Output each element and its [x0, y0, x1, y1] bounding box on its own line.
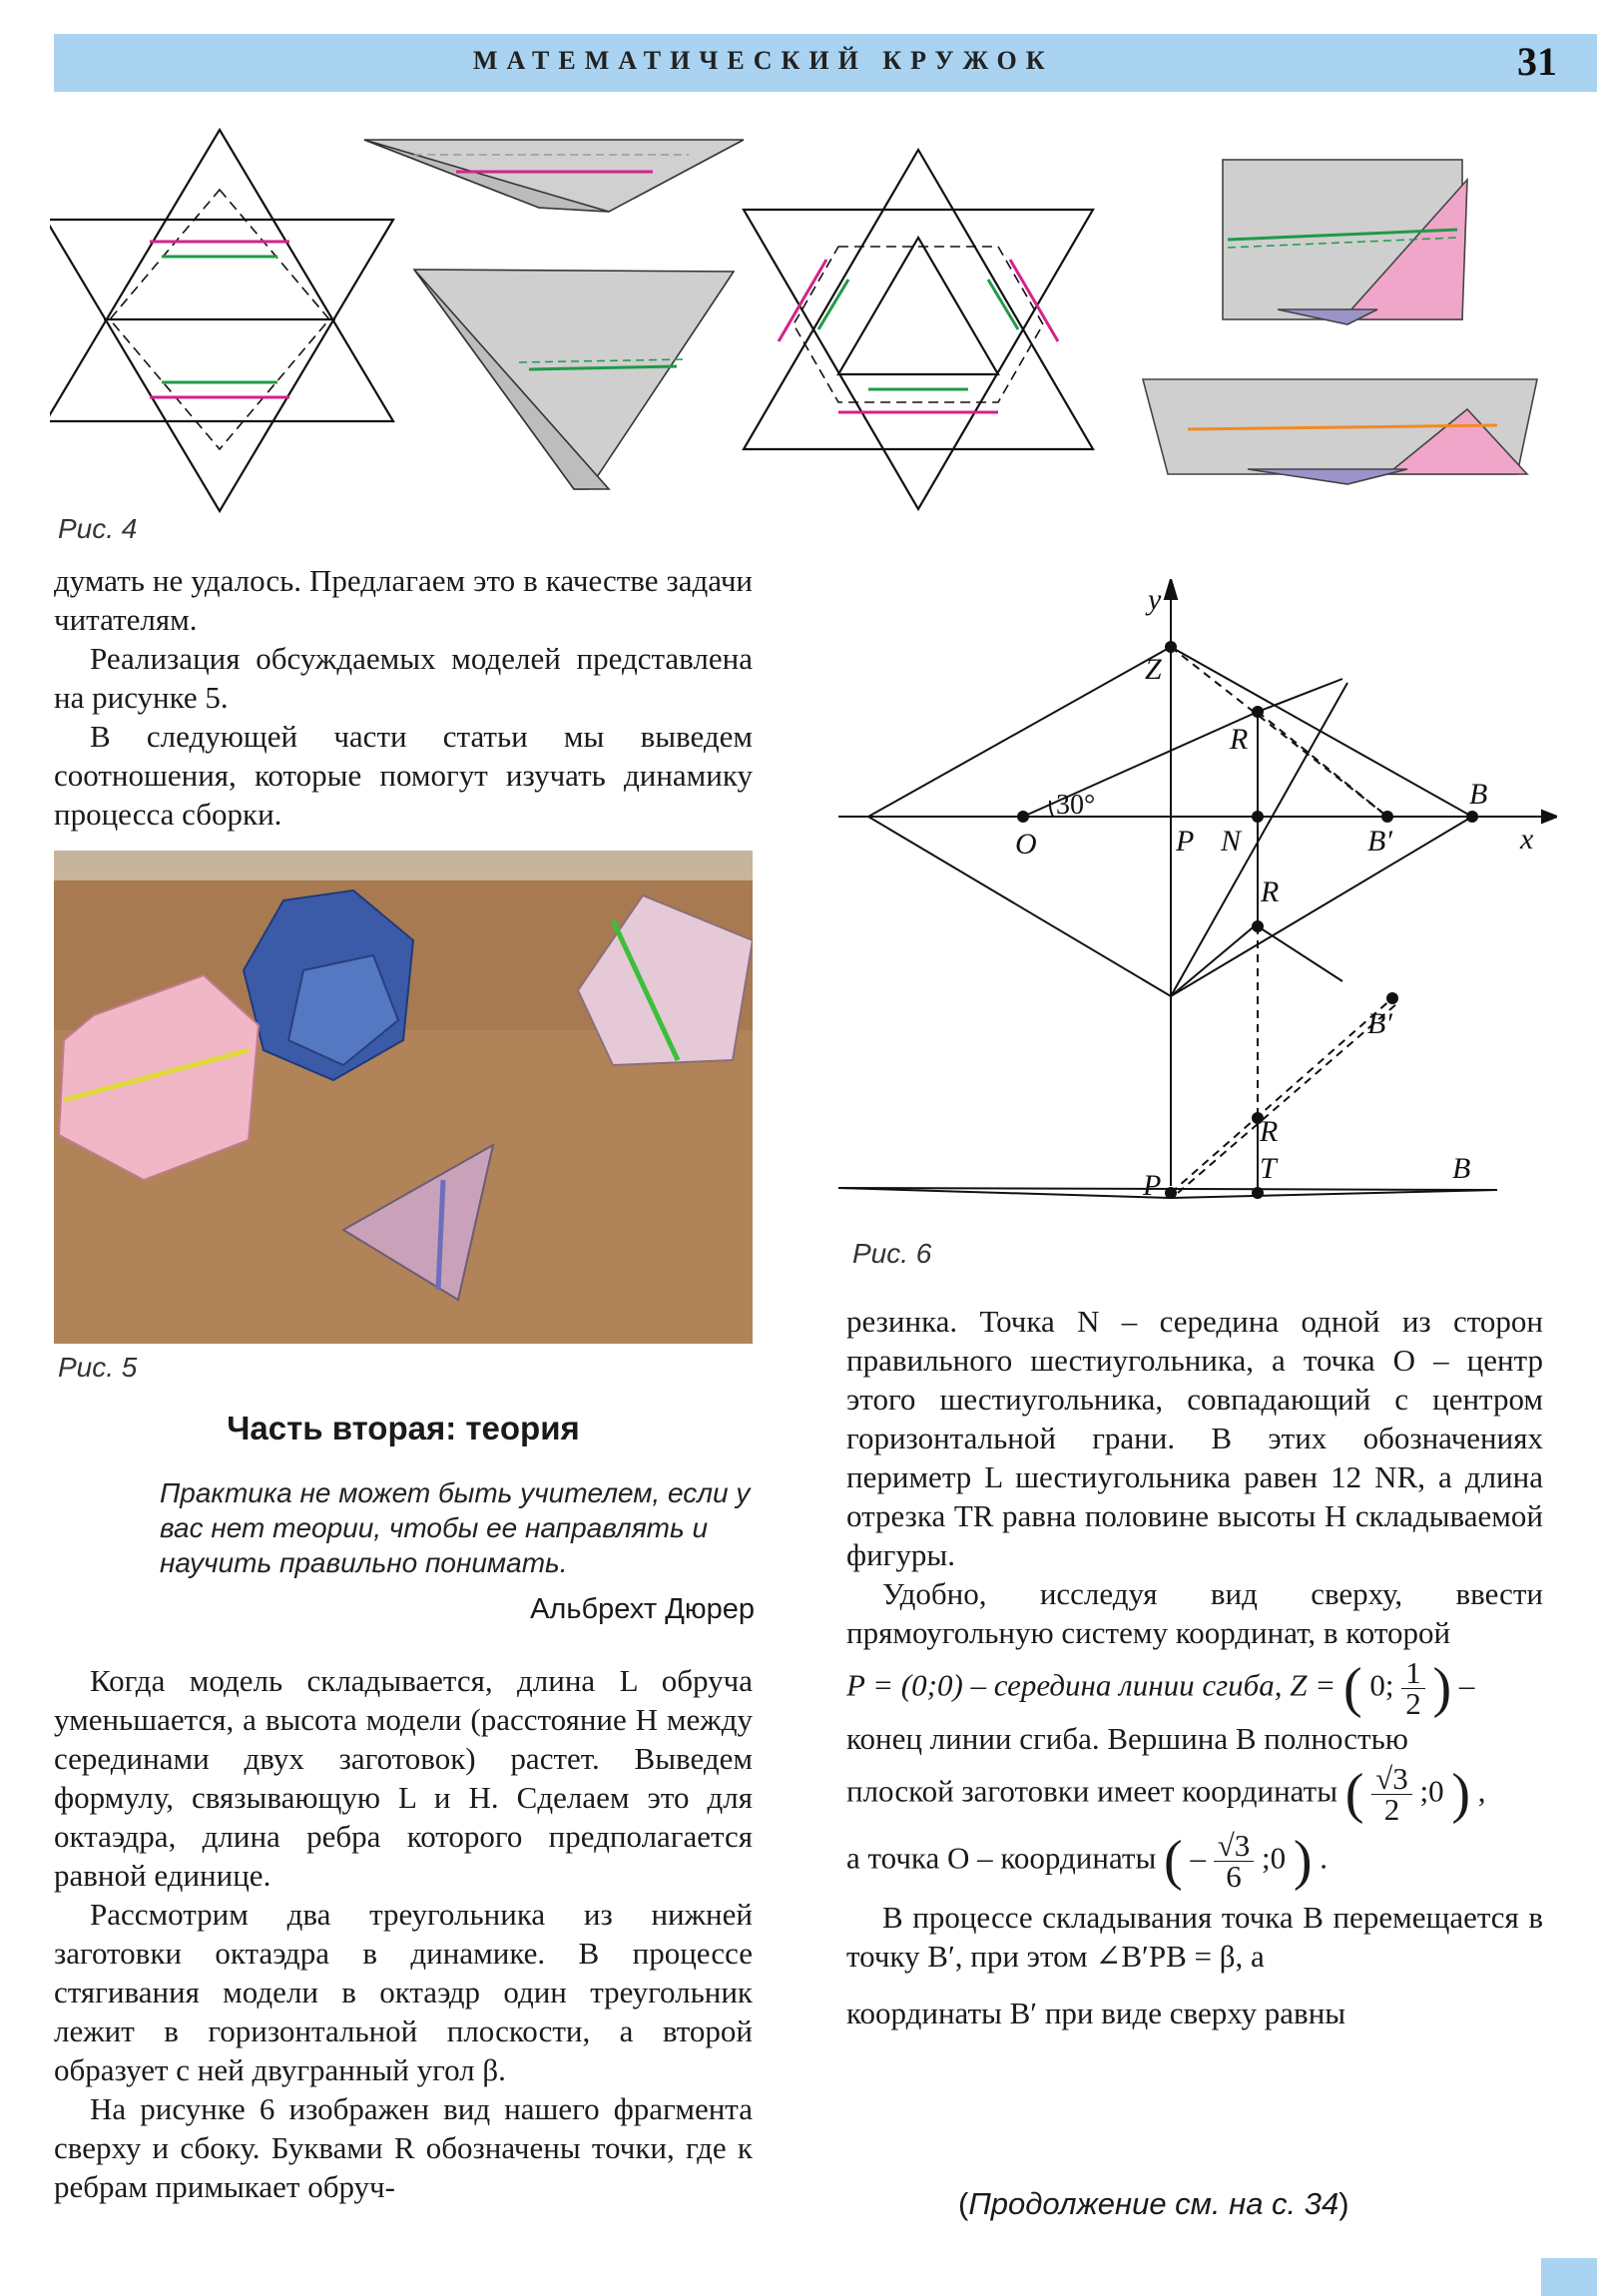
figure-6-caption: Рис. 6: [852, 1238, 932, 1269]
numerator: 1: [1401, 1658, 1425, 1689]
left-column-theory: [54, 1661, 753, 2206]
angle-label: 30°: [1056, 790, 1096, 821]
figure-4-caption: Рис. 4: [58, 513, 138, 544]
right-column: [846, 1302, 1543, 2032]
fraction: [1214, 1828, 1255, 1894]
paragraph: Реализация обсуждаемых моделей представлена на рисунке 5.: [54, 641, 753, 715]
point-R-label: R: [1230, 723, 1249, 756]
denominator: 6: [1226, 1859, 1242, 1894]
coordinate-line: [846, 1655, 1543, 1721]
figure-4: [50, 120, 1547, 519]
vertex-line: [846, 1761, 1543, 1827]
numerator: √3: [1214, 1831, 1255, 1862]
paren-open: (: [958, 2186, 969, 2221]
point-P-label: P: [1143, 1169, 1162, 1202]
paren-close: ): [1451, 1763, 1470, 1825]
coord-text: .: [1320, 1840, 1328, 1876]
axis-x-label: x: [1520, 823, 1534, 856]
epigraph-quote: Практика не может быть учителем, если у вас нет теории, чтобы ее направлять и научить правильно понимать.: [160, 1477, 751, 1578]
coord-text: а точка O – координаты: [846, 1840, 1157, 1876]
coord-text: ;0: [1419, 1773, 1444, 1809]
axis-y-label: y: [1148, 583, 1162, 616]
point-P-label: P: [1176, 825, 1195, 858]
continued-note: [958, 2186, 1349, 2222]
paren-open: (: [1344, 1763, 1364, 1825]
point-T-label: T: [1260, 1152, 1277, 1185]
point-O-label: O: [1015, 828, 1037, 861]
fig4-diagram-4: [1143, 160, 1537, 484]
paragraph: Удобно, исследуя вид сверху, ввести прямоугольную систему координат, в которой: [846, 1576, 1543, 1650]
paren-open: (: [1342, 1657, 1362, 1719]
fraction: [1401, 1655, 1425, 1721]
paragraph: резинка. Точка N – середина одной из сторон правильного шестиугольника, а точка O – центр этого шестиугольника, совпадающий с центром горизонтальной грани. В этих обозначениях периметр L шестиугольника равен 12 NR, а длина отрезка TR равна половине высоты H складываемой фигуры.: [846, 1304, 1543, 1572]
fig4-diagram-2: [364, 140, 744, 489]
paragraph: В следующей части статьи мы выведем соотношения, которые помогут изучать динамику процесса сборки.: [54, 719, 753, 832]
section-title: Часть вторая: теория: [227, 1410, 580, 1446]
point-B-label: B: [1452, 1152, 1471, 1185]
paren-close: ): [1432, 1657, 1452, 1719]
numerator: √3: [1371, 1764, 1412, 1795]
header-band: [54, 34, 1597, 92]
denominator: 2: [1383, 1792, 1400, 1827]
point-B-label: B: [1469, 778, 1488, 811]
figure-5-caption: Рис. 5: [58, 1352, 138, 1383]
paragraph: координаты B′ при виде сверху равны: [846, 1996, 1346, 2030]
point-Z-label: Z: [1145, 653, 1162, 686]
paragraph: Когда модель складывается, длина L обруча уменьшается, а высота модели (расстояние H между серединами двух заготовок) растет. Выведем формулу, связывающую L и H. Сделаем это для октаэдра, длина ребра которого предполагается равной единице.: [54, 1663, 753, 1893]
corner-tab: [1541, 2258, 1597, 2296]
paren-close: ): [1338, 2186, 1349, 2221]
coord-text: 0;: [1369, 1667, 1394, 1703]
left-column-intro: [54, 561, 753, 834]
coord-text: –: [1458, 1667, 1475, 1703]
figure-5-photo: [54, 851, 753, 1344]
coord-text: P = (0;0) – середина линии сгиба, Z =: [846, 1667, 1336, 1703]
epigraph-author: Альбрехт Дюрер: [530, 1593, 755, 1625]
fig4-diagram-3: [744, 150, 1093, 509]
denominator: 2: [1405, 1686, 1421, 1721]
coord-text: плоской заготовки имеет координаты: [846, 1773, 1338, 1809]
page-number: 31: [1517, 39, 1557, 84]
fraction: [1371, 1761, 1412, 1827]
fig4-diagram-1: [50, 130, 393, 511]
paragraph: думать не удалось. Предлагаем это в качестве задачи читателям.: [54, 563, 753, 637]
paragraph: В процессе складывания точка B перемещается в точку B′, при этом ∠B′PB = β, а: [846, 1900, 1543, 1974]
point-R-label: R: [1261, 875, 1280, 908]
coord-text: ,: [1477, 1773, 1486, 1809]
coord-text: ;0: [1261, 1840, 1287, 1876]
o-coordinate-line: [846, 1828, 1543, 1894]
paragraph: конец линии сгиба. Вершина B полностью: [846, 1721, 1408, 1756]
running-title: МАТЕМАТИЧЕСКИЙ КРУЖОК: [473, 46, 1054, 75]
paren-open: (: [1164, 1830, 1183, 1892]
figure-6-diagram: [838, 579, 1557, 1218]
paragraph: Рассмотрим два треугольника из нижней заготовки октаэдра в динамике. В процессе стягивания модели в октаэдр один треугольник лежит в горизонтальной плоскости, а второй образует с ней двугранный угол β.: [54, 1897, 753, 2087]
point-Bprime-label: B′: [1367, 825, 1392, 858]
point-R-label: R: [1260, 1115, 1279, 1148]
point-Bprime-label: B′: [1367, 1007, 1392, 1040]
paragraph: На рисунке 6 изображен вид нашего фрагмента сверху и сбоку. Буквами R обозначены точки, где к ребрам примыкает обруч-: [54, 2091, 753, 2204]
point-N-label: N: [1221, 825, 1242, 858]
minus-sign: –: [1190, 1840, 1206, 1876]
continued-text: Продолжение см. на с. 34: [968, 2186, 1339, 2221]
paren-close: ): [1293, 1830, 1313, 1892]
